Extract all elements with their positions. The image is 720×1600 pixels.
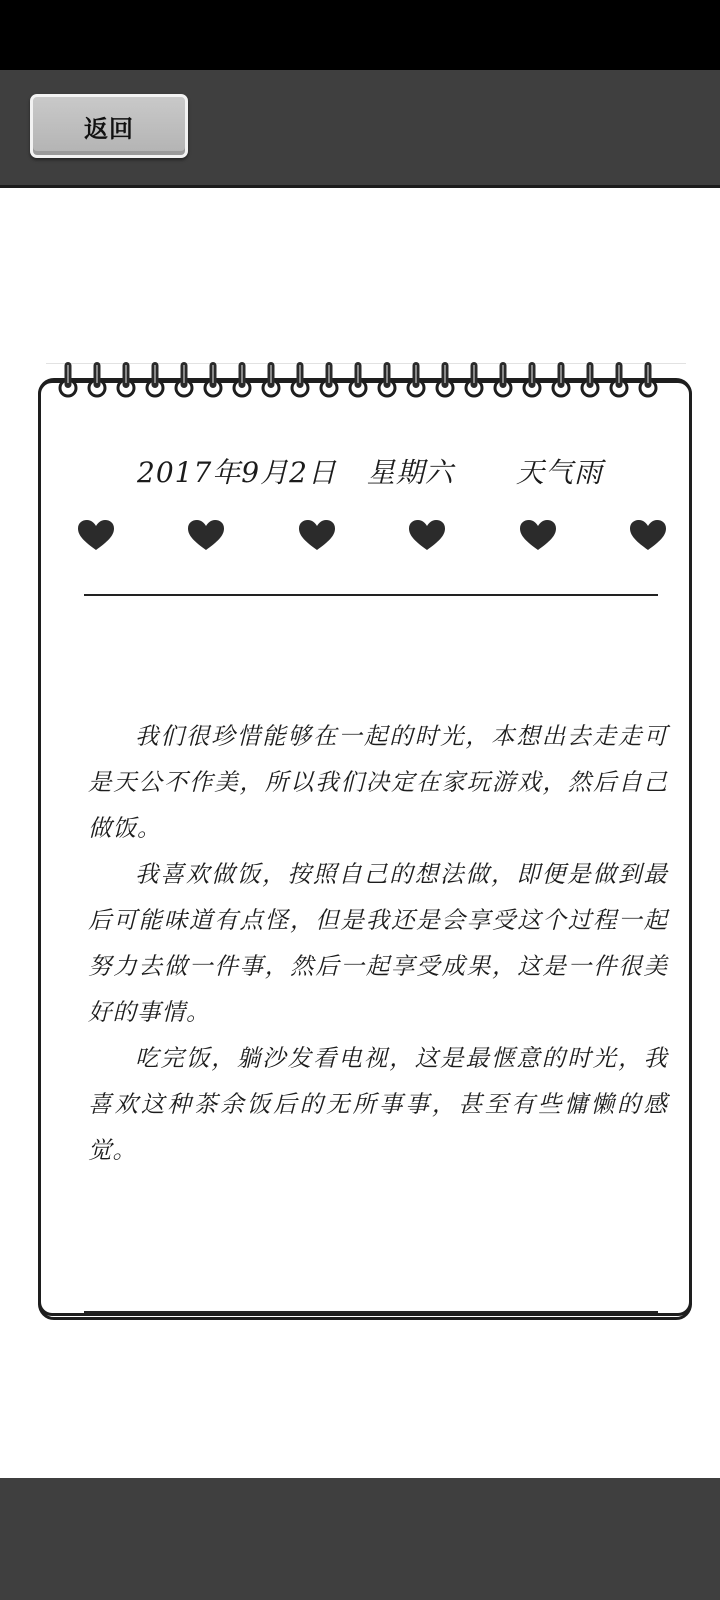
spiral-ring-icon — [321, 362, 337, 396]
spiral-ring-icon — [379, 362, 395, 396]
spiral-ring-icon — [205, 362, 221, 396]
heart-row — [77, 519, 667, 553]
spiral-ring-icon — [292, 362, 308, 396]
diary-weather: 天气雨 — [515, 456, 603, 489]
spiral-ring-icon — [611, 362, 627, 396]
spiral-ring-icon — [524, 362, 540, 396]
header-bar — [0, 70, 720, 188]
spiral-ring-icon — [466, 362, 482, 396]
status-bar — [0, 0, 720, 70]
diary-body — [88, 713, 668, 1173]
heart-icon — [187, 519, 225, 551]
diary-weekday: 星期六 — [366, 456, 454, 489]
spiral-ring-icon — [495, 362, 511, 396]
spiral-ring-icon — [60, 362, 76, 396]
bottom-bar — [0, 1478, 720, 1600]
divider-top — [84, 594, 658, 596]
date-line — [41, 451, 699, 491]
spiral-ring-icon — [234, 362, 250, 396]
heart-icon — [298, 519, 336, 551]
spiral-ring-icon — [263, 362, 279, 396]
spiral-ring-icon — [118, 362, 134, 396]
heart-icon — [408, 519, 446, 551]
spiral-ring-icon — [350, 362, 366, 396]
diary-paragraph: 我们很珍惜能够在一起的时光，本想出去走走可是天公不作美，所以我们决定在家玩游戏，然后自己做饭。 — [88, 722, 668, 842]
divider-bottom — [84, 1311, 658, 1313]
spiral-ring-icon — [553, 362, 569, 396]
spiral-ring-icon — [437, 362, 453, 396]
spiral-ring-icon — [582, 362, 598, 396]
diary-notebook — [36, 360, 694, 1326]
spiral-ring-icon — [176, 362, 192, 396]
spiral-ring-icon — [147, 362, 163, 396]
spiral-ring-icon — [408, 362, 424, 396]
back-button[interactable]: 返回 — [30, 94, 188, 158]
heart-icon — [629, 519, 667, 551]
spiral-ring-icon — [640, 362, 656, 396]
heart-icon — [519, 519, 557, 551]
spiral-ring-icon — [89, 362, 105, 396]
diary-paragraph: 吃完饭，躺沙发看电视，这是最惬意的时光，我喜欢这种茶余饭后的无所事事，甚至有些慵懒的感觉。 — [88, 1044, 668, 1164]
diary-page — [38, 380, 692, 1316]
diary-date: 2017年9月2日 — [137, 456, 337, 489]
diary-paragraph: 我喜欢做饭，按照自己的想法做，即便是做到最后可能味道有点怪，但是我还是会享受这个过程一起努力去做一件事，然后一起享受成果，这是一件很美好的事情。 — [88, 860, 668, 1026]
heart-icon — [77, 519, 115, 551]
spiral-binding — [36, 360, 694, 405]
